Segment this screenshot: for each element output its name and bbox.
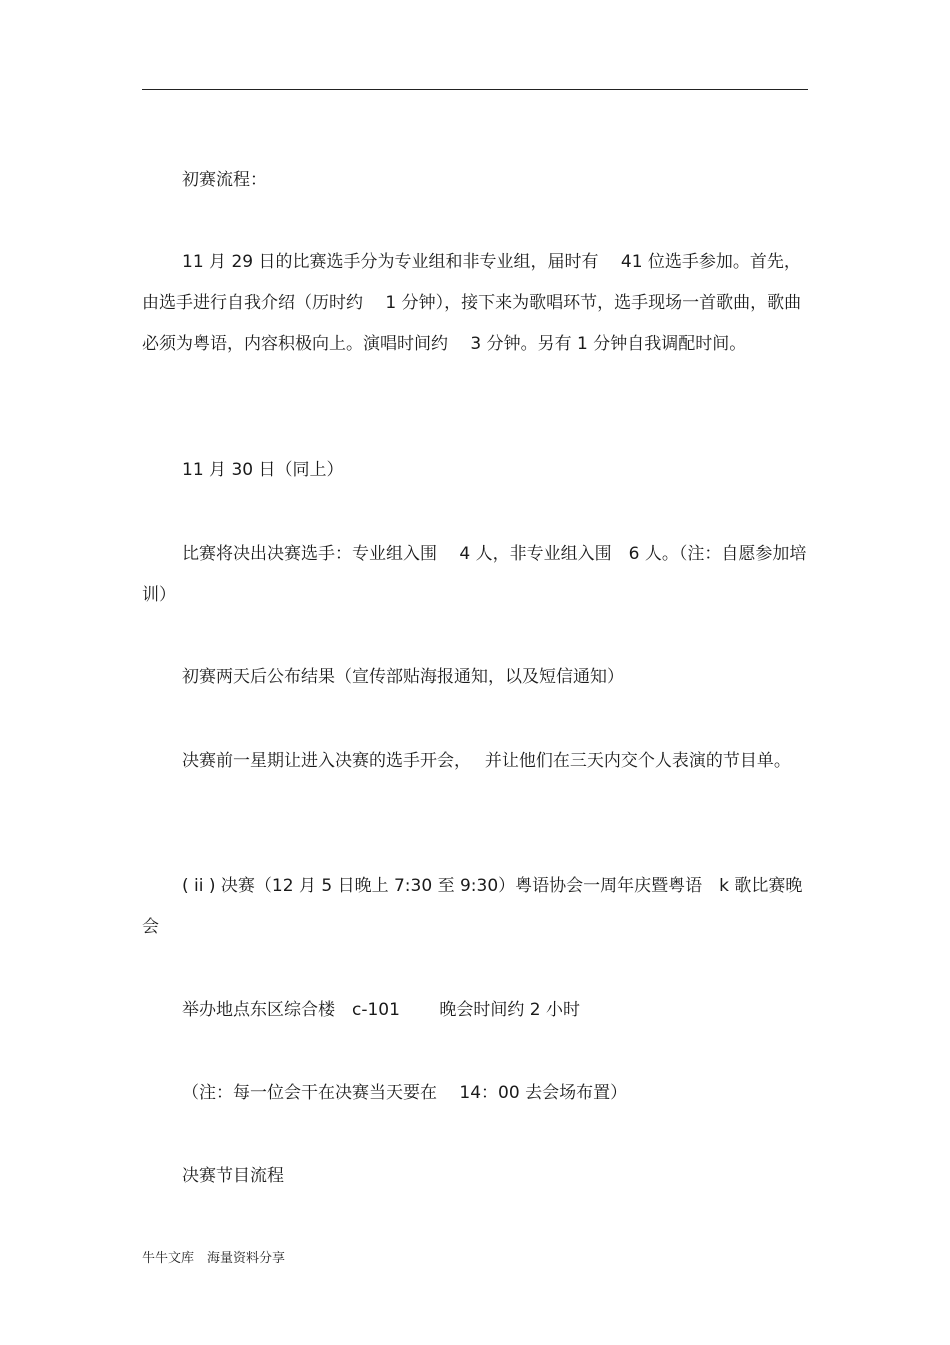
paragraph-results-announcement: 初赛两天后公布结果（宣传部贴海报通知，以及短信通知） [182,667,624,687]
paragraph-setup-note: （注：每一位会干在决赛当天要在 14：00 去会场布置） [182,1083,628,1103]
paragraph-final-event: ( ii ) 决赛（12 月 5 日晚上 7:30 至 9:30）粤语协会一周年庆暨粤语 k 歌比赛晚会 [142,876,803,937]
paragraph-venue: 举办地点东区综合楼 c-101 晚会时间约 2 小时 [182,1000,580,1020]
header-rule [142,89,808,90]
paragraph-nov30: 11 月 30 日（同上） [182,460,344,480]
paragraph-final-program-heading: 决赛节目流程 [182,1166,284,1186]
paragraph-preliminary-process-heading: 初赛流程： [182,170,267,190]
paragraph-nov29-details: 11 月 29 日的比赛选手分为专业组和非专业组，届时有 41 位选手参加。首先，由选手进行自我介绍（历时约 1 分钟），接下来为歌唱环节，选手现场一首歌曲，歌曲必须为粤语，内容积极向上。演唱时间约 3 分钟。另有 1 分钟自我调配时间。 [142,252,802,354]
paragraph-finalists: 比赛将决出决赛选手：专业组入围 4 人，非专业组入围 6 人。（注：自愿参加培训） [142,544,807,605]
footer-text: 牛牛文库 海量资料分享 [142,1251,286,1266]
paragraph-finalist-meeting: 决赛前一星期让进入决赛的选手开会， 并让他们在三天内交个人表演的节目单。 [182,751,791,771]
